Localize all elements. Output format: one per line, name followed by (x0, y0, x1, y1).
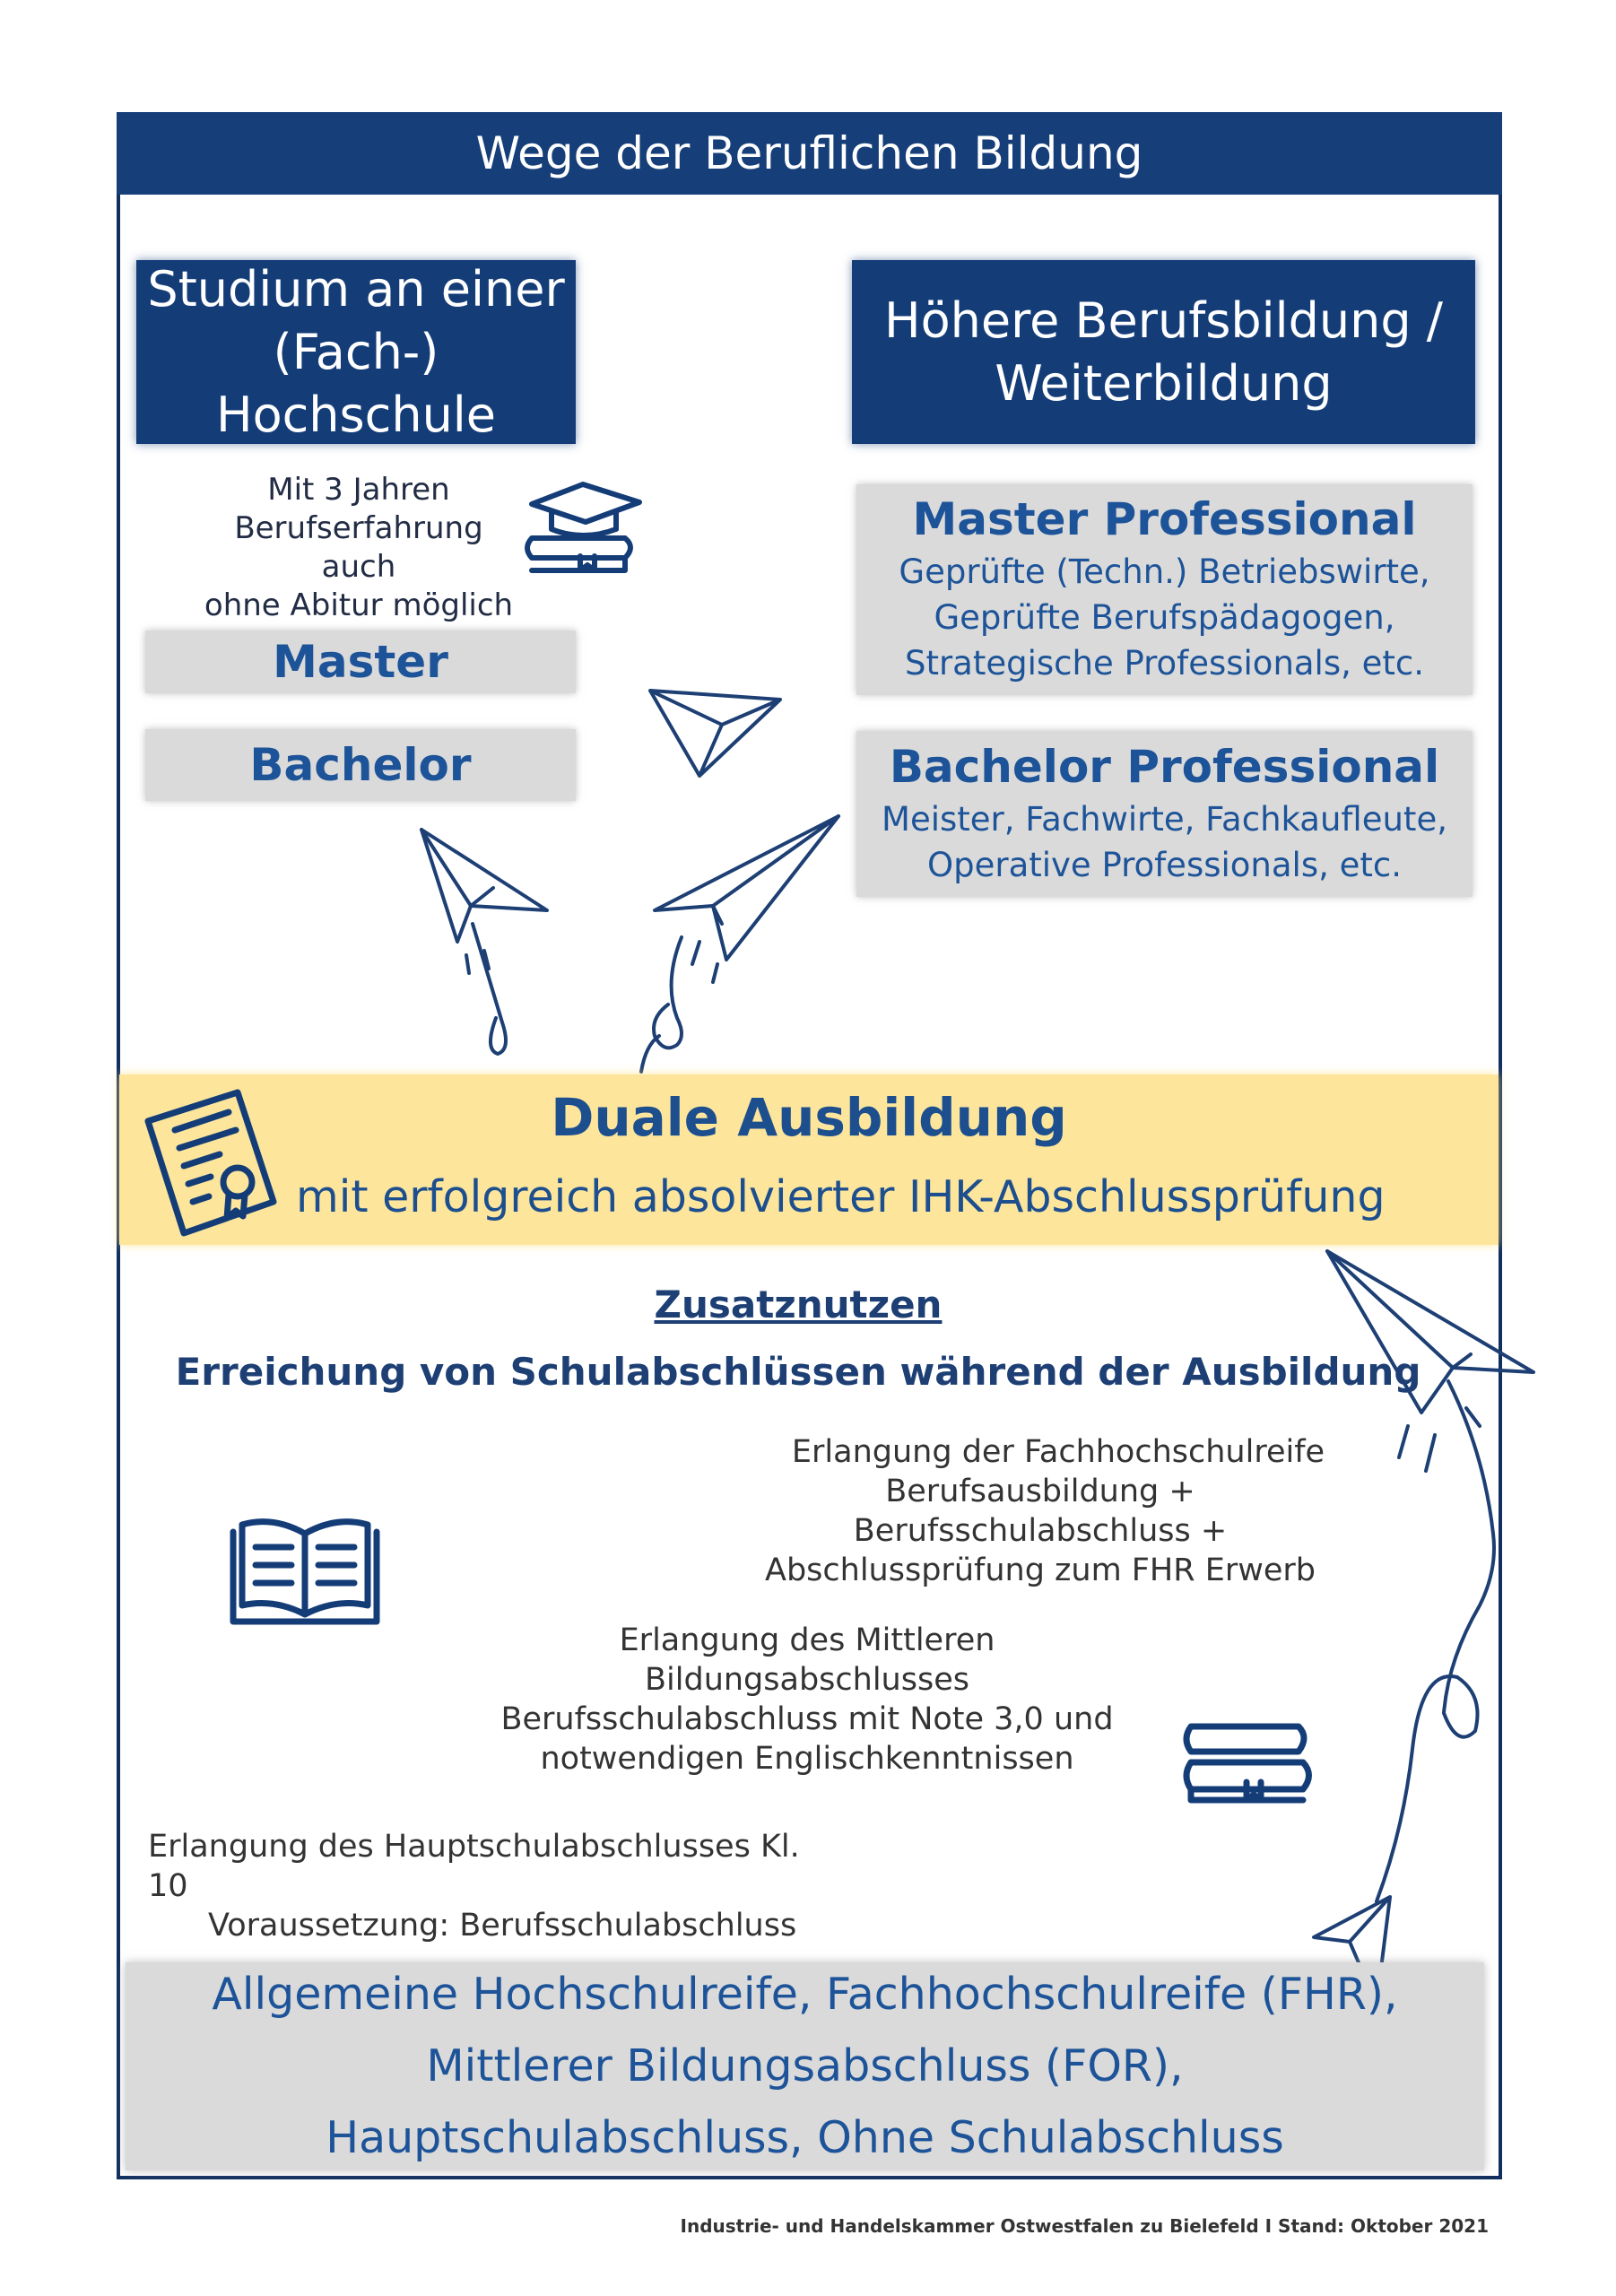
studium-box (136, 260, 576, 444)
schulabschluss-line-3: Hauptschulabschluss, Ohne Schulabschluss (326, 2112, 1284, 2163)
master-professional-line-2: Geprüfte Berufspädagogen, (934, 598, 1395, 637)
bachelor-box (145, 729, 576, 801)
master-professional-line-3: Strategische Professionals, etc. (904, 644, 1425, 683)
bachelor-professional-box (856, 731, 1473, 897)
experience-note (193, 471, 525, 625)
zusatznutzen-heading: Zusatznutzen (654, 1283, 943, 1326)
fhr-line-2: Abschlussprüfung zum FHR Erwerb (765, 1552, 1316, 1588)
master-professional-title: Master Professional (912, 493, 1417, 545)
experience-note-line-3: ohne Abitur möglich (204, 587, 514, 623)
paper-plane-icon (628, 812, 843, 1081)
mittlerer-title: Erlangung des Mittleren Bildungsabschlusses (619, 1622, 995, 1698)
hoehere-berufsbildung-box (852, 260, 1475, 444)
fhr-block (717, 1432, 1363, 1590)
master-label: Master (273, 636, 448, 688)
bachelor-professional-line-1: Meister, Fachwirte, Fachkaufleute, (882, 799, 1447, 839)
fhr-line-1: Berufsausbildung + Berufsschulabschluss + (853, 1474, 1228, 1549)
haupt-block (148, 1827, 812, 1945)
master-professional-box (856, 484, 1473, 695)
mittlerer-line-1: Berufsschulabschluss mit Note 3,0 und (500, 1701, 1114, 1737)
studium-title-line-2: (Fach-) Hochschule (215, 323, 497, 443)
bachelor-label: Bachelor (249, 739, 472, 791)
hoehere-title-line-1: Höhere Berufsbildung / (884, 291, 1443, 349)
duale-ausbildung-title: Duale Ausbildung (551, 1087, 1067, 1148)
bachelor-professional-title: Bachelor Professional (889, 740, 1440, 793)
bachelor-professional-line-2: Operative Professionals, etc. (926, 845, 1402, 884)
master-box (145, 631, 576, 693)
page-title: Wege der Beruflichen Bildung (117, 112, 1502, 195)
haupt-title: Erlangung des Hauptschulabschlusses Kl. 10 (148, 1829, 800, 1904)
footer-credit: Industrie- und Handelskammer Ostwestfalen zu Bielefeld I Stand: Oktober 2021 (680, 2215, 1489, 2237)
experience-note-line-1: Mit 3 Jahren (267, 472, 450, 508)
paper-plane-icon (417, 825, 560, 1067)
mittlerer-line-2: notwendigen Englischkenntnissen (540, 1741, 1074, 1777)
mittlerer-block (475, 1621, 1139, 1779)
duale-ausbildung-subtitle: mit erfolgreich absolvierter IHK-Abschlussprüfung (296, 1171, 1386, 1222)
books-icon (1182, 1718, 1316, 1807)
schulabschluss-box (126, 1962, 1484, 2170)
open-book-icon (229, 1516, 381, 1628)
graduation-cap-icon (525, 477, 646, 576)
schulabschluss-line-2: Mittlerer Bildungsabschluss (FOR), (426, 2040, 1184, 2092)
experience-note-line-2: Berufserfahrung auch (234, 510, 483, 585)
zusatznutzen-subheading: Erreichung von Schulabschlüssen während der Ausbildung (175, 1350, 1421, 1394)
fhr-title: Erlangung der Fachhochschulreife (791, 1434, 1325, 1470)
master-professional-line-1: Geprüfte (Techn.) Betriebswirte, (899, 552, 1430, 591)
hoehere-title-line-2: Weiterbildung (995, 354, 1333, 412)
schulabschluss-line-1: Allgemeine Hochschulreife, Fachhochschulreife (FHR), (212, 1969, 1398, 2020)
paper-plane-icon (646, 682, 789, 780)
haupt-line: Voraussetzung: Berufsschulabschluss (208, 1908, 797, 1944)
studium-title-line-1: Studium an einer (147, 260, 565, 317)
